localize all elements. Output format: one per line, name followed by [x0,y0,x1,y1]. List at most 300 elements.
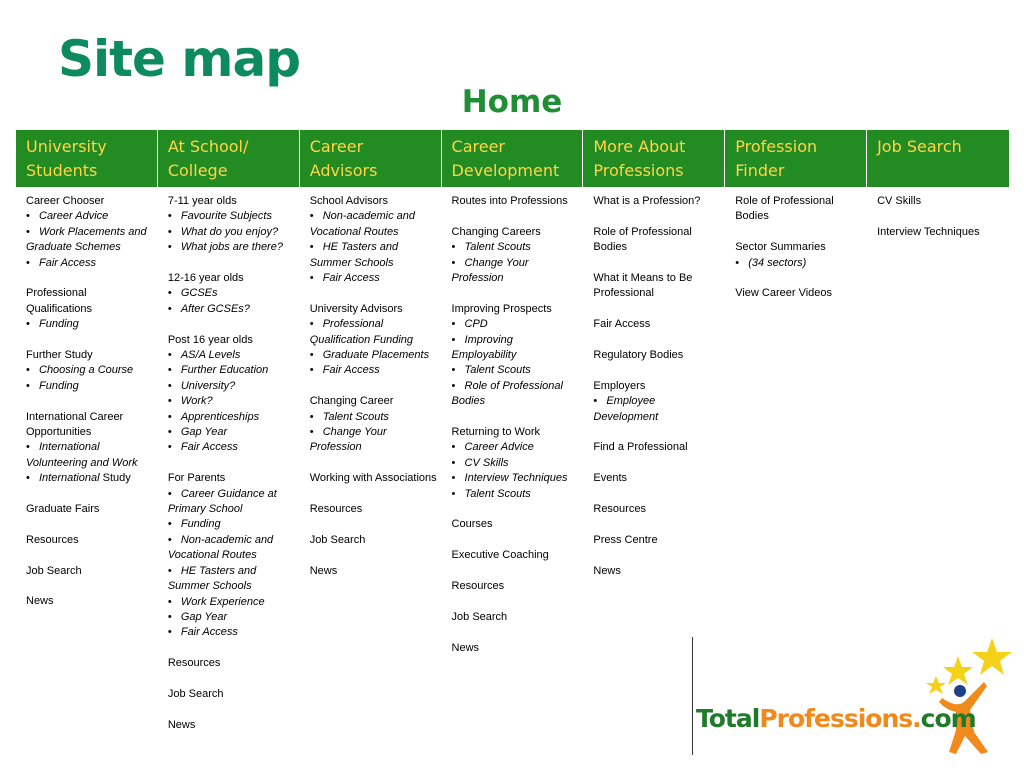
sitemap-item-label: Job Search [167,687,224,700]
column-header[interactable]: Career Development [442,130,584,187]
spacer [593,209,721,224]
column-header[interactable]: Profession Finder [725,130,867,187]
sitemap-item-label: View Career Videos [735,287,833,300]
bullet-icon: • [26,364,30,377]
bullet-icon: • [451,318,456,331]
sitemap-item-label: Graduate Placements [322,349,430,362]
sitemap-item-label: Job Search [451,610,508,623]
sitemap-item-label: HE Tasters and Summer Schools [167,564,257,593]
sitemap-item-label: Find a Professional [593,441,688,454]
sitemap-item-label: Talent Scouts [464,364,531,377]
sitemap-item-label: Changing Careers [451,225,541,238]
column-header[interactable]: More About Professions [583,130,725,187]
sitemap-subitem[interactable] [168,595,296,610]
sitemap-item-label: Funding [180,518,221,531]
bullet-icon: • [593,395,598,408]
sitemap-subitem[interactable] [452,240,580,255]
sitemap-item-label: Change Your Profession [309,426,387,454]
sitemap-item[interactable] [593,564,721,579]
sitemap-item[interactable] [593,533,721,548]
spacer [26,517,154,532]
spacer [168,317,296,332]
bullet-icon: • [451,256,456,269]
bullet-icon: • [309,426,314,439]
sitemap-column [300,194,442,733]
spacer [452,564,580,579]
sitemap-subitem[interactable] [168,517,296,532]
spacer [593,302,721,317]
home-label[interactable]: Home [461,84,563,120]
sitemap-item-label: Role of Professional Bodies [735,195,834,223]
sitemap-item-label: Resources [451,580,505,593]
sitemap-item-label: Fair Access [180,441,238,454]
sitemap-item-label: Improving Prospects [451,302,552,315]
sitemap-subitem[interactable] [452,440,580,455]
sitemap-subitem[interactable] [168,379,296,394]
bullet-icon: • [167,395,172,408]
sitemap-item-label: Choosing a Course [39,364,134,377]
sitemap-item-label: Change Your Profession [451,256,529,285]
bullet-icon: • [167,225,172,238]
spacer [26,548,154,563]
sitemap-item-label: News [451,641,480,654]
sitemap-subitem[interactable] [168,348,296,363]
sitemap-item-label: Press Centre [593,533,658,546]
sitemap-subitem[interactable] [310,363,438,378]
spacer [735,271,863,286]
sitemap-item[interactable] [593,379,721,394]
sitemap-subitem[interactable] [452,317,580,332]
sitemap-item[interactable] [593,440,721,455]
spacer [310,487,438,502]
logo-dot-text: . [912,704,921,733]
sitemap-item-label: News [593,564,621,577]
spacer [452,502,580,517]
sitemap-subitem[interactable] [26,209,154,224]
sitemap-item[interactable] [735,194,863,225]
sitemap-item[interactable] [735,240,863,255]
bullet-icon: • [167,564,172,577]
bullet-icon: • [309,410,314,423]
bullet-icon: • [309,210,314,223]
sitemap-item[interactable] [26,533,154,548]
bullet-icon: • [167,610,172,623]
sitemap-subitem[interactable] [168,302,296,317]
spacer [452,209,580,224]
sitemap-subitem[interactable] [310,425,438,456]
bullet-icon: • [26,441,30,454]
bullet-icon: • [167,426,172,439]
bullet-icon: • [451,241,456,254]
spacer [26,271,154,286]
sitemap-item-label: Career Chooser [26,195,105,207]
sitemap-item-label: Career Advice [39,210,109,223]
sitemap-subitem[interactable] [593,394,721,425]
totalprofessions-logo [694,636,1016,756]
sitemap-item-label: Returning to Work [451,426,540,439]
sitemap-item-label: CV Skills [877,195,922,207]
spacer [168,641,296,656]
bullet-icon: • [167,533,172,546]
bullet-icon: • [26,318,30,331]
sitemap-item-label: International Career Opportunities [26,410,124,439]
sitemap-item-label: Favourite Subjects [180,210,272,223]
bullet-icon: • [26,210,30,223]
sitemap-item-label: Talent Scouts [322,410,389,423]
sitemap-item-label: Gap Year [180,610,228,623]
bullet-icon: • [167,364,172,377]
bullet-icon: • [167,626,172,639]
page-title: Site map [58,30,300,88]
bullet-icon: • [167,379,172,392]
spacer [593,333,721,348]
bullet-icon: • [309,349,314,362]
bullet-icon: • [167,441,172,454]
sitemap-item-label: Employee Development [593,395,659,423]
sitemap-item-label: Talent Scouts [464,241,531,254]
sitemap-item[interactable] [452,302,580,317]
bullet-icon: • [26,472,30,485]
logo-total-text: Total [696,704,760,733]
bullet-icon: • [735,256,740,269]
sitemap-item-label: Non-academic and Vocational Routes [167,533,274,562]
sitemap-item-label: After GCSEs? [180,302,250,315]
sitemap-item-label: School Advisors [309,195,388,207]
sitemap-item-label: Resources [26,533,79,546]
sitemap-subitem[interactable] [26,471,154,486]
logo-wordmark[interactable] [696,704,976,733]
sitemap-item-label: Changing Career [309,395,394,408]
spacer [26,394,154,409]
sitemap-item-label: AS/A Levels [180,349,241,362]
star-icon [926,676,946,694]
sitemap-item[interactable] [735,286,863,301]
sitemap-item[interactable] [593,317,721,332]
sitemap-subitem[interactable] [168,533,296,564]
spacer [452,286,580,301]
sitemap-item-label: What is a Profession? [593,195,701,207]
bullet-icon: • [451,379,456,392]
sitemap-item-label: Sector Summaries [735,241,826,254]
sitemap-item-label: Non-academic and Vocational Routes [309,210,416,238]
sitemap-item[interactable] [593,271,721,302]
sitemap-column [16,194,158,733]
sitemap-item-label: GCSEs [180,287,218,300]
sitemap-item-label: Role of Professional Bodies [593,225,692,254]
sitemap-item[interactable] [877,194,1005,209]
bullet-icon: • [26,256,30,269]
sitemap-item[interactable] [168,718,296,733]
sitemap-item-label: Fair Access [322,364,380,377]
sitemap-item-label: Professional Qualifications [26,287,93,315]
sitemap-item-label: Executive Coaching [451,549,549,562]
column-header[interactable]: University Students [16,130,158,187]
sitemap-subitem[interactable] [168,209,296,224]
sitemap-item-label: Resources [167,657,221,670]
bullet-icon: • [451,364,456,377]
sitemap-item-label: Fair Access [322,272,380,285]
sitemap-item-label: Improving Employability [451,333,517,362]
sitemap-item-label: Work Placements and Graduate Schemes [26,225,147,254]
sitemap-item[interactable] [593,194,721,209]
sitemap-item[interactable] [593,502,721,517]
sitemap-item-label: Fair Access [39,256,97,269]
sitemap-item[interactable] [877,225,1005,240]
sitemap-subitem[interactable] [310,348,438,363]
sitemap-item-label: Gap Year [180,426,228,439]
spacer [26,333,154,348]
spacer [310,456,438,471]
sitemap-item-label: International [39,472,100,485]
spacer [593,456,721,471]
sitemap-item[interactable] [452,641,580,656]
bullet-icon: • [167,241,172,254]
sitemap-item[interactable] [168,271,296,286]
sitemap-item[interactable] [452,225,580,240]
sitemap-item[interactable] [26,194,154,209]
column-header[interactable]: Job Search [877,137,962,156]
bullet-icon: • [167,410,172,423]
sitemap-subitem[interactable] [452,379,580,410]
sitemap-item[interactable] [452,194,580,209]
spacer [310,286,438,301]
bullet-icon: • [26,225,30,238]
spacer [593,517,721,532]
sitemap-item[interactable] [452,517,580,532]
sitemap-item[interactable] [310,564,438,579]
sitemap-item[interactable] [452,425,580,440]
sitemap-item-label: Post 16 year olds [167,333,253,346]
sitemap-subitem[interactable] [310,410,438,425]
sitemap-item-label: What do you enjoy? [180,225,279,238]
sitemap-item-label: Fair Access [593,318,651,331]
sitemap-subitem[interactable] [168,410,296,425]
sitemap-item-label: Fair Access [180,626,238,639]
sitemap-subitem[interactable] [26,225,154,256]
sitemap-subitem[interactable] [452,256,580,287]
bullet-icon: • [167,287,172,300]
sitemap-item-label: Professional Qualification Funding [309,318,414,346]
sitemap-item[interactable] [26,410,154,441]
sitemap-column [158,194,300,733]
sitemap-subitem[interactable] [168,225,296,240]
bullet-icon: • [167,302,172,315]
sitemap-item-label: Career Advice [464,441,534,454]
spacer [310,517,438,532]
sitemap-item-label: Job Search [26,564,82,577]
sitemap-item-label: Apprenticeships [180,410,260,423]
sitemap-item-label: Talent Scouts [464,487,531,500]
sitemap-subitem[interactable] [168,363,296,378]
sitemap-item-label: University Advisors [309,302,403,315]
sitemap-item[interactable] [168,333,296,348]
spacer [26,487,154,502]
sitemap-subitem[interactable] [168,625,296,640]
sitemap-item-label: Role of Professional Bodies [451,379,563,408]
sitemap-item[interactable] [452,610,580,625]
sitemap-item[interactable] [452,579,580,594]
sitemap-subitem[interactable] [26,256,154,271]
sitemap-item[interactable] [26,594,154,609]
spacer [168,702,296,717]
logo-divider [692,637,693,755]
sitemap-item-label: 7-11 year olds [167,195,237,207]
bullet-icon: • [167,210,172,223]
sitemap-item-label: Courses [451,518,493,531]
sitemap-item[interactable] [168,194,296,209]
spacer [168,672,296,687]
sitemap-item[interactable] [310,302,438,317]
column-header[interactable]: At School/ College [158,130,300,187]
sitemap-subitem[interactable] [168,564,296,595]
sitemap-item-label: Career Guidance at Primary School [167,487,277,516]
sitemap-item[interactable] [593,348,721,363]
sitemap-item-label: Job Search [309,533,366,546]
sitemap-item-label: Further Study [26,349,93,362]
sitemap-item-label: For Parents [167,472,226,485]
logo-professions-text: Professions [759,704,913,733]
sitemap-item-label: (34 sectors) [748,256,807,269]
sitemap-subitem[interactable] [168,240,296,255]
sitemap-subitem[interactable] [26,317,154,332]
sitemap-subitem[interactable] [452,487,580,502]
sitemap-item-label: HE Tasters and Summer Schools [309,241,399,269]
sitemap-item[interactable] [168,656,296,671]
sitemap-item[interactable] [452,548,580,563]
sitemap-item-label: Events [593,472,628,485]
spacer [593,363,721,378]
bullet-icon: • [167,349,172,362]
bullet-icon: • [309,318,314,331]
sitemap-item-label: CPD [464,318,488,331]
sitemap-item[interactable] [26,502,154,517]
sitemap-subitem[interactable] [168,610,296,625]
sitemap-item-label: Employers [593,379,646,392]
bullet-icon: • [26,379,30,392]
spacer [593,548,721,563]
spacer [310,379,438,394]
sitemap-subitem[interactable] [168,487,296,518]
sitemap-item-label: Resources [309,503,363,516]
sitemap-subitem[interactable] [168,440,296,455]
bullet-icon: • [167,487,172,500]
sitemap-item-suffix: Study [99,472,131,485]
spacer [168,256,296,271]
sitemap-subitem[interactable] [310,240,438,271]
bullet-icon: • [167,595,172,608]
bullet-icon: • [451,333,456,346]
sitemap-item-label: Regulatory Bodies [593,349,684,361]
logo-com-text: com [920,704,976,733]
sitemap-item-label: Further Education [180,364,269,377]
sitemap-item[interactable] [310,394,438,409]
sitemap-item-label: What jobs are there? [180,241,283,254]
sitemap-item-label: Working with Associations [309,472,437,485]
spacer [877,209,1005,224]
sitemap-item-label: Work Experience [180,595,265,608]
sitemap-item-label: 12-16 year olds [167,272,244,285]
star-icon [943,656,973,685]
sitemap-item-label: Resources [593,503,646,515]
sitemap-subitem[interactable] [168,425,296,440]
sitemap-item-label: CV Skills [464,456,509,469]
bullet-icon: • [451,456,456,469]
sitemap-item[interactable] [593,471,721,486]
bullet-icon: • [451,441,456,454]
sitemap-item[interactable] [310,471,438,486]
sitemap-item-label: Graduate Fairs [26,503,100,516]
bullet-icon: • [309,272,314,285]
sitemap-item-label: Funding [39,318,79,331]
sitemap-item-label: News [309,564,338,577]
sitemap-subitem[interactable] [26,379,154,394]
spacer [452,410,580,425]
sitemap-item[interactable] [26,286,154,317]
sitemap-item-label: University? [180,379,236,392]
sitemap-subitem[interactable] [452,471,580,486]
spacer [310,548,438,563]
bullet-icon: • [167,518,172,531]
star-icon [972,638,1012,675]
sitemap-item[interactable] [310,533,438,548]
sitemap-item[interactable] [310,502,438,517]
sitemap-subitem[interactable] [735,256,863,271]
spacer [452,533,580,548]
bullet-icon: • [451,487,456,500]
spacer [593,256,721,271]
sitemap-subitem[interactable] [168,286,296,301]
person-head-icon [954,685,966,697]
sitemap-subitem[interactable] [310,209,438,240]
sitemap-item[interactable] [593,225,721,256]
sitemap-item-label: News [167,718,196,731]
sitemap-item[interactable] [310,194,438,209]
sitemap-item-label: What it Means to Be Professional [593,272,693,300]
sitemap-item-label: Work? [180,395,213,408]
bullet-icon: • [309,241,314,254]
bullet-icon: • [451,472,456,485]
sitemap-item[interactable] [26,564,154,579]
sitemap-subitem[interactable] [310,317,438,348]
sitemap-subitem[interactable] [26,363,154,378]
spacer [452,625,580,640]
sitemap-subitem[interactable] [452,363,580,378]
sitemap-item[interactable] [168,471,296,486]
sitemap-item-label: Funding [39,379,79,392]
sitemap-item[interactable] [168,687,296,702]
sitemap-item-label: News [26,595,54,608]
sitemap-item-label: Interview Techniques [877,225,980,238]
sitemap-subitem[interactable] [452,333,580,364]
sitemap-subitem[interactable] [452,456,580,471]
sitemap-item[interactable] [26,348,154,363]
sitemap-header-row [16,130,1009,187]
spacer [593,425,721,440]
sitemap-subitem[interactable] [26,440,154,471]
spacer [168,456,296,471]
sitemap-item-label: Interview Techniques [464,472,568,485]
sitemap-item-label: International Volunteering and Work [26,441,138,469]
bullet-icon: • [309,364,314,377]
sitemap-subitem[interactable] [168,394,296,409]
sitemap-item-label: Routes into Professions [451,195,568,207]
spacer [735,225,863,240]
spacer [26,579,154,594]
spacer [452,594,580,609]
spacer [593,487,721,502]
column-header[interactable]: Career Advisors [300,130,442,187]
sitemap-subitem[interactable] [310,271,438,286]
